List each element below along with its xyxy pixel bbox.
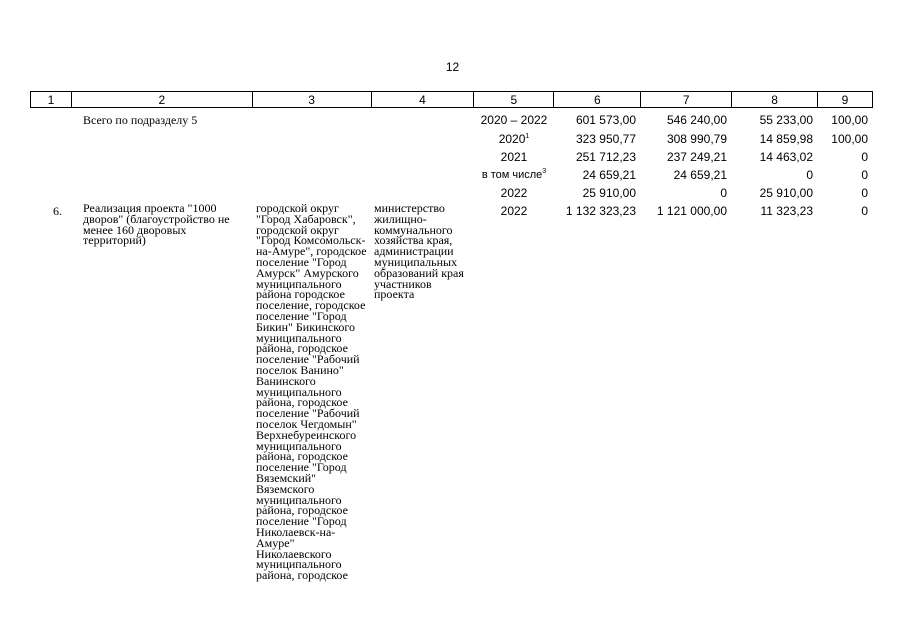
subtotal-row bbox=[30, 149, 873, 167]
subtotal-row bbox=[30, 112, 873, 131]
subtotal-row bbox=[30, 167, 873, 185]
subtotal-col8: 14 859,98 bbox=[759, 132, 813, 146]
subtotal-col9: 0 bbox=[861, 168, 868, 182]
item-col8: 11 323,23 bbox=[760, 204, 813, 218]
header-col-4: 4 bbox=[371, 92, 474, 108]
subtotal-col9: 0 bbox=[861, 186, 868, 200]
item-recipients: городской округ "Город Хабаровск", городской округ "Город Комсомольск-на-Амуре", городское поселение "Город Амурск" Амурского муниципального района городское поселение, городское поселение "Город Бикин" Бикинского муниципального района, городское поселение "Рабочий поселок Ванино" Ванинского муниципального района, городское поселение "Рабочий поселок Чегдомын" Верхнебуреинского муниципального района, городское поселение "Город Вяземский" Вяземского муниципального района, городское поселение "Город Николаевск-на-Амуре" Николаевского муниципального района, городское bbox=[256, 201, 367, 583]
subtotal-col9: 0 bbox=[861, 150, 868, 164]
subtotal-year: 2020 bbox=[498, 132, 526, 146]
item-executor: министерство жилищно-коммунального хозяйства края, администрации муниципальных образований края участников проекта bbox=[374, 201, 464, 302]
header-col-9: 9 bbox=[818, 92, 873, 108]
header-col-5: 5 bbox=[474, 92, 554, 108]
subtotal-col8: 0 bbox=[806, 168, 813, 182]
subtotal-col9: 100,00 bbox=[831, 132, 868, 146]
funding-table-body bbox=[30, 112, 873, 581]
item-index: 6. bbox=[53, 204, 62, 218]
item-row bbox=[30, 203, 873, 581]
subtotal-col9: 100,00 bbox=[831, 113, 868, 127]
subtotal-year-cell bbox=[474, 131, 554, 149]
subtotal-row bbox=[30, 131, 873, 149]
item-col9: 0 bbox=[861, 204, 868, 218]
footnote-mark: 3 bbox=[542, 168, 547, 175]
column-number-header bbox=[30, 91, 873, 108]
subtotal-col7: 237 249,21 bbox=[666, 150, 727, 164]
subtotal-col8: 25 910,00 bbox=[759, 186, 813, 200]
subtotal-year: 2022 bbox=[500, 186, 528, 200]
item-total: 1 132 323,23 bbox=[565, 204, 636, 218]
subtotal-year-cell bbox=[474, 167, 554, 185]
item-name: Реализация проекта "1000 дворов" (благоустройство не менее 160 дворовых территорий) bbox=[83, 201, 230, 248]
item-year: 2022 bbox=[500, 204, 528, 218]
subtotal-total: 24 659,21 bbox=[582, 168, 636, 182]
subtotal-col7: 24 659,21 bbox=[673, 168, 727, 182]
header-col-2: 2 bbox=[71, 92, 252, 108]
subtotal-year: 2021 bbox=[500, 150, 528, 164]
subtotal-year: в том числе bbox=[481, 169, 543, 181]
item-col7: 1 121 000,00 bbox=[656, 204, 727, 218]
subtotal-year: 2020 – 2022 bbox=[480, 113, 548, 127]
subtotal-total: 323 950,77 bbox=[575, 132, 636, 146]
subtotal-total: 251 712,23 bbox=[575, 150, 636, 164]
header-col-1: 1 bbox=[31, 92, 72, 108]
footnote-mark: 1 bbox=[525, 133, 530, 140]
subtotal-total: 25 910,00 bbox=[582, 186, 636, 200]
subtotal-col7: 0 bbox=[720, 186, 727, 200]
subtotal-col8: 14 463,02 bbox=[759, 150, 813, 164]
header-col-7: 7 bbox=[641, 92, 732, 108]
subtotal-total: 601 573,00 bbox=[575, 113, 636, 127]
header-col-8: 8 bbox=[732, 92, 818, 108]
header-col-6: 6 bbox=[554, 92, 641, 108]
subtotal-col7: 308 990,79 bbox=[666, 132, 727, 146]
subtotal-col8: 55 233,00 bbox=[759, 113, 813, 127]
page-number: 12 bbox=[445, 60, 460, 74]
subtotal-col7: 546 240,00 bbox=[666, 113, 727, 127]
header-col-3: 3 bbox=[252, 92, 371, 108]
subtotal-label: Всего по подразделу 5 bbox=[83, 113, 198, 127]
